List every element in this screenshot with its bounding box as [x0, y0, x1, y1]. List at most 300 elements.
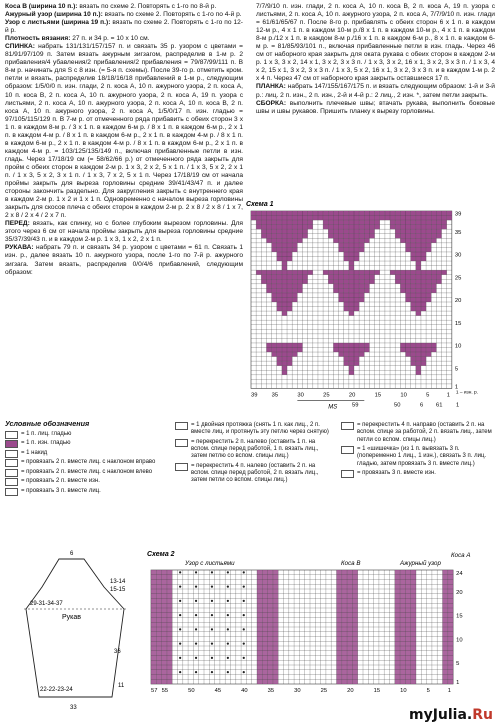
legend-item: [175, 463, 335, 485]
schema1-cell: [375, 220, 380, 225]
schema1-cell: [277, 211, 282, 216]
schema1-cell: [328, 275, 333, 280]
schema1-cell: [266, 279, 271, 284]
schema1-cell: [344, 234, 349, 239]
instruction-paragraph: [256, 3, 495, 83]
schema1-cell: [406, 279, 411, 284]
schema1-cell: [349, 238, 354, 243]
schema1-cell: [395, 234, 400, 239]
schema1-cell: [292, 211, 297, 216]
schema1-cell: [287, 279, 292, 284]
schema1-cell: [292, 234, 297, 239]
schema1-cell: [333, 275, 338, 280]
schema1-cell: [277, 216, 282, 221]
schema1-cell: [436, 270, 441, 275]
schema1-cell: [261, 225, 266, 230]
sleeve-pattern-piece: [4, 547, 144, 717]
legend-text: = 1 «шишечка» (из 1 п. вывязать 3 п. (попеременно 1 лиц., 1 изн.), связать 3 п. лиц. гладью, затем провязать 3 п. вместе лиц.): [357, 446, 487, 467]
schema1-cell: [406, 352, 411, 357]
schema1-cell: [416, 307, 421, 312]
schema1-row-tick: 30: [454, 252, 462, 259]
schema1-cell: [277, 288, 282, 293]
schema1-cell: [426, 211, 431, 216]
schema1-cell: [354, 252, 359, 257]
schema2-col-tick: 10: [400, 688, 407, 694]
schema1-cell: [426, 225, 431, 230]
schema1-cell: [359, 279, 364, 284]
schema1-cell: [447, 211, 452, 216]
schema1-cell: [328, 270, 333, 275]
schema1-cell: [395, 216, 400, 221]
schema1-cell: [287, 252, 292, 257]
schema1-cell: [421, 270, 426, 275]
schema1-cell: [318, 216, 323, 221]
schema1-cell: [277, 275, 282, 280]
instruction-text: вязать по схеме 2. Повторять с 1-го по 4-й р.: [102, 11, 242, 19]
schema1-cell: [261, 279, 266, 284]
schema1-cell: [421, 361, 426, 366]
schema1-cell: [426, 297, 431, 302]
schema1-cell: [421, 252, 426, 257]
schema1-cell: [416, 279, 421, 284]
schema1-cell: [339, 270, 344, 275]
schema1-cell: [431, 211, 436, 216]
schema1-cell: [349, 279, 354, 284]
schema1-cell: [277, 307, 282, 312]
schema2-yarnover-mark: [227, 643, 229, 645]
schema1-cell: [349, 311, 354, 316]
schema1-cell: [349, 357, 354, 362]
schema1-cell: [344, 243, 349, 248]
schema1-cell: [256, 211, 261, 216]
schema1-cell: [411, 343, 416, 348]
schema1-cell: [303, 279, 308, 284]
schema1-cell: [261, 211, 266, 216]
schema1-cell: [421, 216, 426, 221]
schema1-cell: [297, 348, 302, 353]
schema1-cell: [421, 302, 426, 307]
schema1-cell: [354, 238, 359, 243]
instruction-paragraph: [256, 83, 495, 99]
schema1-cell: [266, 288, 271, 293]
schema1-cell: [297, 229, 302, 234]
schema1-col-tick: 5: [426, 392, 430, 399]
schema1-cell: [339, 243, 344, 248]
schema1-cell: [369, 279, 374, 284]
schema1-cell: [292, 238, 297, 243]
schema1-cell: [287, 361, 292, 366]
schema1-cell: [364, 348, 369, 353]
schema2-title: Схема 2: [147, 551, 175, 558]
schema1-cell: [416, 366, 421, 371]
schema1-cell: [323, 220, 328, 225]
schema1-cell: [282, 307, 287, 312]
schema1-cell: [400, 275, 405, 280]
legend-item: [5, 440, 173, 447]
schema1-cell: [416, 284, 421, 289]
schema1-cell: [421, 279, 426, 284]
schema1-cell: [282, 370, 287, 375]
schema1-cell: [272, 270, 277, 275]
schema1-cell: [266, 275, 271, 280]
schema1-col-tick: 30: [297, 392, 304, 399]
schema1-cell: [256, 225, 261, 230]
schema2-row-tick: 20: [456, 589, 463, 596]
schema1-cell: [339, 234, 344, 239]
schema1-cell: [416, 220, 421, 225]
schema1-cell: [364, 220, 369, 225]
schema1-cell: [287, 243, 292, 248]
schema1-cell: [411, 302, 416, 307]
schema1-cell: [400, 220, 405, 225]
schema1-cell: [292, 216, 297, 221]
schema1-cell: [400, 234, 405, 239]
schema1-cell: [333, 284, 338, 289]
schema1-cell: [442, 270, 447, 275]
schema1-cell: [400, 279, 405, 284]
legend-text: = 1 накид: [21, 449, 48, 456]
instruction-text: вязать по схеме 2. Повторять с 1-го по 12-й р.: [5, 19, 243, 35]
schema1-cell: [282, 275, 287, 280]
schema1-cell: [328, 220, 333, 225]
schema2-chart: [145, 548, 495, 708]
schema1-cell: [369, 234, 374, 239]
schema1-cell: [380, 216, 385, 221]
schema1-cell: [354, 348, 359, 353]
schema2-cable-a-label: Коса А: [451, 552, 471, 559]
schema1-cell: [282, 284, 287, 289]
schema1-cell: [266, 225, 271, 230]
schema1-cell: [282, 302, 287, 307]
schema1-cell: [421, 284, 426, 289]
schema2-row-tick: 5: [456, 661, 460, 667]
schema1-cell: [266, 284, 271, 289]
schema1-cell: [272, 211, 277, 216]
schema2-grid: [151, 570, 453, 684]
schema2-yarnover-mark: [211, 643, 213, 645]
schema1-title: Схема 1: [246, 201, 274, 208]
sleeve-bottom-measure: 22-22-23-24: [40, 687, 73, 693]
legend-right-group: [341, 422, 495, 480]
schema1-cell: [292, 288, 297, 293]
schema1-cell: [354, 293, 359, 298]
schema1-cell: [416, 229, 421, 234]
schema1-cell: [339, 348, 344, 353]
sleeve-cap-measure-b: 15-15: [110, 587, 126, 593]
schema1-cell: [318, 211, 323, 216]
schema1-row-tick: 25: [454, 275, 462, 282]
schema1-cell: [426, 247, 431, 252]
schema1-cell: [416, 234, 421, 239]
knit-symbol-icon: [5, 431, 18, 439]
schema1-cell: [282, 297, 287, 302]
schema1-cell: [359, 352, 364, 357]
schema1-cell: [436, 229, 441, 234]
schema1-cell: [272, 297, 277, 302]
schema1-cell: [354, 307, 359, 312]
schema1-cell: [364, 284, 369, 289]
schema1-cell: [354, 234, 359, 239]
legend-text: = 1 п. изн. гладью: [21, 440, 71, 447]
schema1-cell: [436, 225, 441, 230]
schema1-cell: [277, 284, 282, 289]
schema1-cell: [282, 229, 287, 234]
schema2-yarnover-mark: [211, 586, 213, 588]
schema1-cell: [282, 361, 287, 366]
schema1-cell: [354, 352, 359, 357]
schema1-cell: [349, 366, 354, 371]
schema1-cell: [303, 234, 308, 239]
schema2-col-tick: 25: [320, 688, 328, 694]
schema1-cell: [359, 275, 364, 280]
schema1-cell: [416, 288, 421, 293]
schema1-row-tick: 35: [454, 229, 462, 236]
schema1-cell: [406, 275, 411, 280]
schema1-col-tick: 39: [251, 392, 258, 399]
schema1-cell: [303, 211, 308, 216]
schema2-col-tick: 15: [373, 688, 381, 694]
schema1-cell: [344, 247, 349, 252]
schema1-cell: [359, 238, 364, 243]
schema1-cell: [344, 220, 349, 225]
schema1-cell: [354, 229, 359, 234]
schema1-cell: [359, 229, 364, 234]
schema1-cell: [416, 361, 421, 366]
schema1-cell: [277, 270, 282, 275]
schema1-cell: [266, 216, 271, 221]
schema1-cell: [411, 243, 416, 248]
legend-item: [5, 459, 173, 466]
schema1-cell: [436, 279, 441, 284]
schema1-cell: [411, 307, 416, 312]
schema1-cell: [339, 293, 344, 298]
schema1-cell: [282, 238, 287, 243]
schema1-cell: [395, 211, 400, 216]
schema1-cell: [426, 238, 431, 243]
schema1-col-tick: 15: [374, 392, 382, 399]
legend-text: = перекрестить 4 п. направо (оставить 2 п. на вспом. спице за работой, 2 п. вязать лиц., затем петли со вспом. спицы лиц.): [357, 422, 492, 443]
instruction-heading: Плотность вязания:: [5, 35, 71, 43]
schema1-cell: [272, 348, 277, 353]
instruction-text: вязать по схеме 2. Повторять с 1-го по 8-й р.: [77, 3, 217, 10]
schema1-cell: [277, 257, 282, 262]
schema1-cell: [411, 247, 416, 252]
schema1-cell: [431, 238, 436, 243]
schema1-cell: [349, 257, 354, 262]
schema1-cell: [297, 220, 302, 225]
schema1-cell: [359, 234, 364, 239]
schema1-cell: [287, 211, 292, 216]
schema1-cell: [344, 288, 349, 293]
schema2-yarnover-mark: [211, 671, 213, 673]
schema1-cell: [406, 293, 411, 298]
schema1-cell: [411, 357, 416, 362]
schema1-cell: [411, 279, 416, 284]
schema1-cell: [328, 229, 333, 234]
schema1-cell: [297, 288, 302, 293]
schema1-cell: [364, 238, 369, 243]
schema1-cell: [328, 234, 333, 239]
schema1-cell: [282, 234, 287, 239]
instruction-text: выполнить плечевые швы; втачать рукава, выполнить боковые швы и швы рукавов. Пришить планку к вырезу горловины.: [256, 99, 495, 115]
schema2-yarnover-mark: [243, 571, 245, 573]
schema1-cell: [266, 220, 271, 225]
schema1-cell: [344, 297, 349, 302]
schema1-cell: [292, 275, 297, 280]
schema1-cell: [261, 234, 266, 239]
schema1-cell: [272, 229, 277, 234]
schema1-cell: [272, 288, 277, 293]
schema2-yarnover-mark: [211, 600, 213, 602]
schema1-cell: [282, 293, 287, 298]
schema1-cell: [287, 234, 292, 239]
schema1-cell: [282, 343, 287, 348]
schema1-cell: [421, 238, 426, 243]
schema1-cell: [390, 211, 395, 216]
schema1-cell: [323, 270, 328, 275]
instruction-paragraph: [5, 11, 243, 19]
schema1-cell: [406, 216, 411, 221]
schema1-cell: [292, 293, 297, 298]
schema2-col-tick: 1: [447, 688, 452, 694]
schema1-cell: [256, 220, 261, 225]
schema1-cell: [303, 225, 308, 230]
legend-item: [341, 446, 495, 468]
schema1-cell: [411, 257, 416, 262]
schema1-cell: [400, 270, 405, 275]
schema1-cell: [297, 275, 302, 280]
schema1-cell: [416, 216, 421, 221]
schema1-row-tick: 15: [454, 320, 462, 327]
schema1-cell: [359, 216, 364, 221]
schema1-cell: [292, 220, 297, 225]
schema1-cell: [272, 243, 277, 248]
schema1-cell: [272, 238, 277, 243]
schema1-cell: [406, 270, 411, 275]
schema1-cell: [344, 270, 349, 275]
schema1-cell: [349, 225, 354, 230]
sleeve-cap-measure-a: 13-14: [110, 579, 126, 585]
schema1-cell: [421, 211, 426, 216]
schema1-cell: [297, 279, 302, 284]
schema1-cell: [339, 211, 344, 216]
schema1-cell: [349, 293, 354, 298]
schema1-cell: [421, 257, 426, 262]
schema1-cell: [292, 270, 297, 275]
schema1-cell: [282, 266, 287, 271]
schema1-cell: [282, 261, 287, 266]
schema1-cell: [344, 343, 349, 348]
schema1-cell: [349, 252, 354, 257]
legend-item: [175, 422, 335, 437]
schema1-cell: [406, 348, 411, 353]
legend-title: Условные обозначения: [5, 419, 90, 428]
legend-text: = провязать 2 п. вместе лиц. с наклоном влево: [21, 468, 153, 475]
schema1-cell: [421, 357, 426, 362]
schema1-cell: [354, 257, 359, 262]
schema1-cell: [339, 343, 344, 348]
schema2-col-tick: 20: [347, 688, 354, 694]
schema1-cell: [277, 252, 282, 257]
schema1-cell: [442, 225, 447, 230]
schema1-cell: [354, 284, 359, 289]
schema1-cell: [287, 307, 292, 312]
schema1-cell: [426, 284, 431, 289]
schema1-cell: [292, 279, 297, 284]
schema1-cell: [400, 229, 405, 234]
schema1-cell: [354, 220, 359, 225]
schema1-cell: [416, 243, 421, 248]
schema1-cell: [282, 225, 287, 230]
schema2-cable-b-label: Коса В: [341, 560, 361, 567]
schema1-col-tick: 35: [271, 392, 279, 399]
schema2-yarnover-mark: [211, 657, 213, 659]
schema1-cell: [266, 229, 271, 234]
schema1-cell: [333, 234, 338, 239]
schema1-cell: [344, 229, 349, 234]
schema1-cell: [333, 348, 338, 353]
schema2-yarnover-mark: [211, 614, 213, 616]
schema1-cell: [349, 220, 354, 225]
schema1-cell: [277, 225, 282, 230]
instruction-text: набрать 147/155/167/175 п. и вязать следующим образом: 1-й и 3-й р.: лиц. 2 п. изн., 2 п. изн., 2-й и 4-й р.: 2 лиц., 2 изн. *, затем петли закрыть.: [256, 83, 495, 99]
schema1-cell: [333, 216, 338, 221]
schema1-cell: [292, 247, 297, 252]
schema1-cell: [339, 275, 344, 280]
schema1-cell: [416, 266, 421, 271]
schema1-cell: [364, 275, 369, 280]
schema1-cell: [292, 225, 297, 230]
schema1-cell: [426, 270, 431, 275]
schema1-cell: [436, 216, 441, 221]
legend-text: = 1 двойная протяжка (снять 1 п. как лиц., 2 п. вместе лиц. и протянуть эту петлю через снятую): [191, 422, 329, 436]
schema1-row-tick: 5: [454, 366, 459, 373]
schema1-cell: [297, 238, 302, 243]
schema1-cell: [272, 275, 277, 280]
schema1-cell: [369, 275, 374, 280]
schema1-cell: [416, 343, 421, 348]
schema1-cell: [339, 229, 344, 234]
schema1-cell: [328, 225, 333, 230]
schema1-cell: [282, 252, 287, 257]
schema1-cell: [287, 238, 292, 243]
schema1-cell: [431, 220, 436, 225]
schema2-col-tick: 45: [214, 688, 222, 694]
schema1-cell: [261, 220, 266, 225]
schema2-col-tick: 57: [151, 688, 158, 694]
schema1-cell: [339, 220, 344, 225]
schema1-cell: [369, 229, 374, 234]
schema2-yarnover-mark: [195, 571, 197, 573]
schema1-cell: [411, 234, 416, 239]
schema1-cell: [292, 229, 297, 234]
schema1-row-tick: 39: [454, 211, 462, 218]
schema1-cell: [313, 211, 318, 216]
schema1-cell: [282, 247, 287, 252]
schema1-cell: [344, 225, 349, 230]
schema2-yarnover-mark: [179, 657, 181, 659]
schema1-cell: [395, 275, 400, 280]
schema1-cell: [272, 293, 277, 298]
schema1-size-tick: 6: [420, 402, 424, 409]
schema1-cell: [364, 288, 369, 293]
schema1-cell: [282, 357, 287, 362]
schema1-cell: [297, 343, 302, 348]
legend-text: = провязать 3 п. вместе изн.: [357, 470, 436, 477]
schema1-cell: [359, 297, 364, 302]
schema1-cell: [359, 220, 364, 225]
schema1-cell: [344, 257, 349, 262]
